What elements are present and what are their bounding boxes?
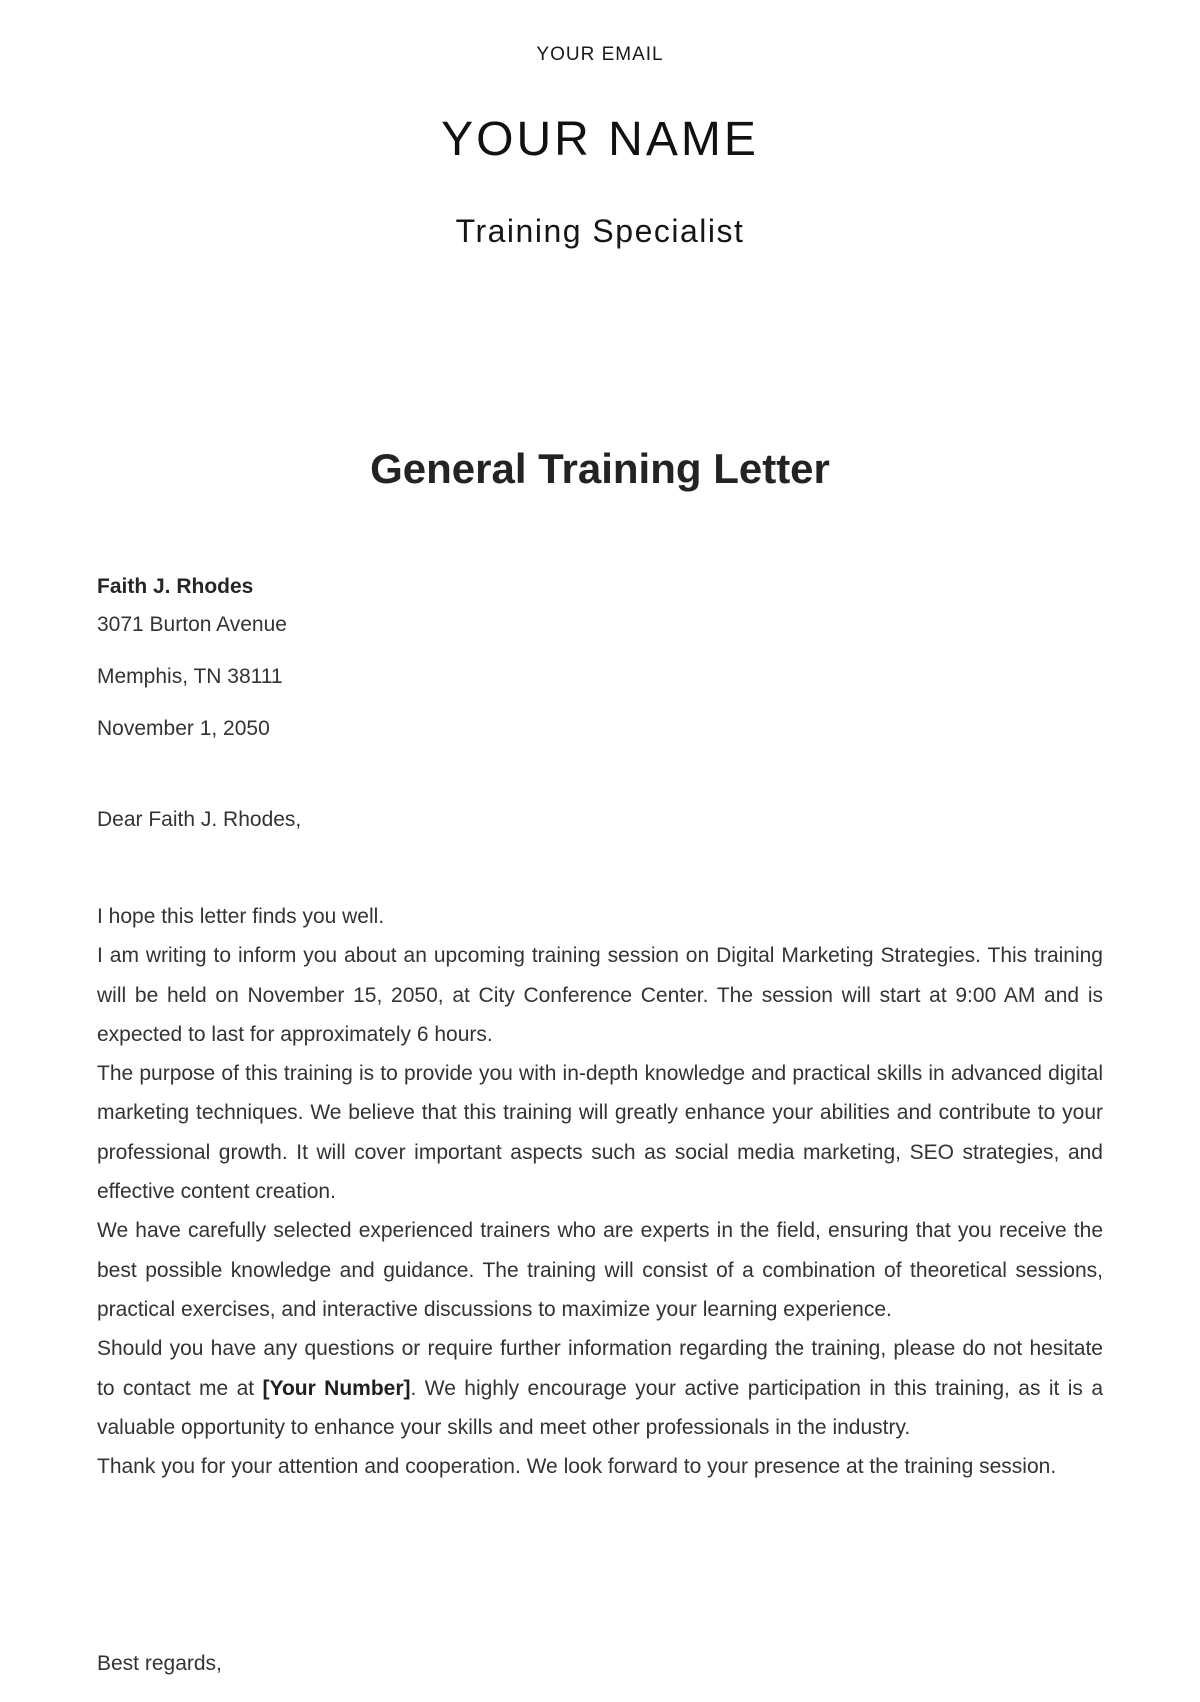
recipient-city: Memphis, TN 38111 bbox=[97, 665, 283, 688]
contact-text-before: Should you have any questions or require further information regarding the training, please do not hesitate to contact me at bbox=[97, 1337, 1103, 1400]
contact-text-after: . We highly encourage your active participation in this training, as it is a valuable opportunity to enhance your skills and meet other professionals in the industry. bbox=[97, 1376, 1103, 1439]
paragraph-contact bbox=[97, 1329, 1103, 1447]
paragraph-training-purpose: The purpose of this training is to provide you with in-depth knowledge and practical skills in advanced digital marketing techniques. We believe that this training will greatly enhance your abilities and contribute to your professional growth. It will cover important aspects such as social media marketing, SEO strategies, and effective content creation. bbox=[97, 1062, 1103, 1204]
recipient-street: 3071 Burton Avenue bbox=[97, 613, 287, 636]
phone-number-placeholder: [Your Number] bbox=[262, 1376, 411, 1400]
paragraph-training-details: I am writing to inform you about an upcoming training session on Digital Marketing Strategies. This training will be held on November 15, 2050, at City Conference Center. The session will start at 9:00 AM and is expected to last for approximately 6 hours. bbox=[97, 944, 1103, 1046]
recipient-name: Faith J. Rhodes bbox=[97, 575, 254, 598]
sender-role: Training Specialist bbox=[455, 213, 745, 249]
salutation: Dear Faith J. Rhodes, bbox=[97, 808, 302, 831]
sender-email: YOUR EMAIL bbox=[536, 44, 664, 65]
opening-line: I hope this letter finds you well. bbox=[97, 905, 385, 928]
recipient-block bbox=[97, 575, 1103, 769]
paragraph-trainers: We have carefully selected experienced trainers who are experts in the field, ensuring that you receive the best possible knowledge and guidance. The training will consist of a combination of theoretical sessions, practical exercises, and interactive discussions to maximize your learning experience. bbox=[97, 1219, 1103, 1321]
paragraph-thanks: Thank you for your attention and cooperation. We look forward to your presence at the training session. bbox=[97, 1455, 1057, 1479]
closing: Best regards, bbox=[97, 1652, 222, 1675]
sender-name: YOUR NAME bbox=[441, 113, 759, 166]
letter-date: November 1, 2050 bbox=[97, 717, 270, 740]
document-title: General Training Letter bbox=[370, 445, 830, 492]
letter-body bbox=[97, 897, 1103, 1486]
